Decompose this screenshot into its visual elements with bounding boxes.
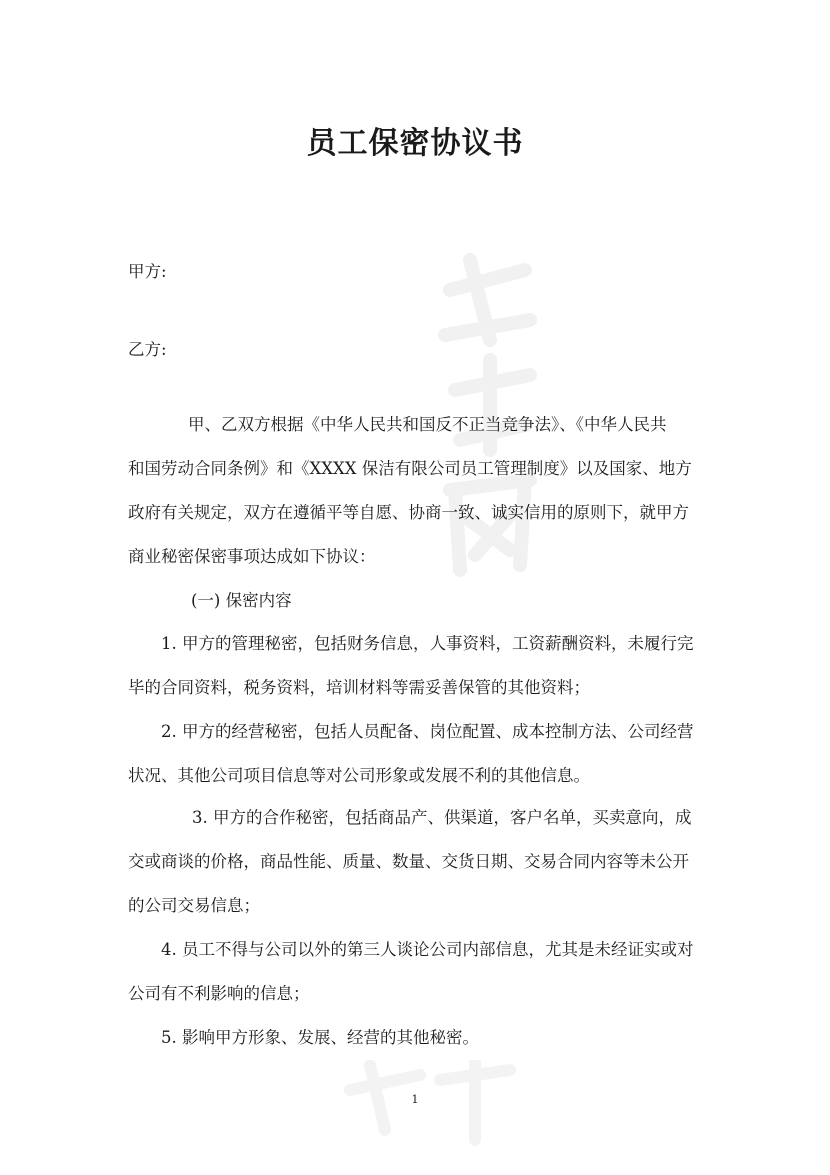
party-a-label: 甲方: (128, 262, 167, 281)
section-heading: (一) 保密内容 (191, 591, 292, 610)
item-1-line-2: 毕的合同资料，税务资料，培训材料等需妥善保管的其他资料； (128, 678, 590, 697)
preamble-line-1: 甲、乙双方根据《中华人民共和国反不正当竞争法》、《中华人民共 (188, 415, 667, 434)
item-5-line-1: 5. 影响甲方形象、发展、经营的其他秘密。 (161, 1028, 479, 1047)
item-3-line-3: 的公司交易信息； (128, 896, 260, 915)
item-1-line-1: 1. 甲方的管理秘密，包括财务信息，人事资料，工资薪酬资料，未履行完 (161, 634, 694, 653)
item-4-line-2: 公司有不利影响的信息； (128, 984, 310, 1003)
item-3-line-1: 3. 甲方的合作秘密，包括商品产、供渠道，客户名单，买卖意向，成 (192, 808, 692, 827)
item-4-line-1: 4. 员工不得与公司以外的第三人谈论公司内部信息，尤其是未经证实或对 (161, 940, 694, 959)
document-title: 员工保密协议书 (306, 126, 524, 161)
page-number: 1 (411, 1093, 419, 1106)
watermark-bottom-icon (330, 1060, 530, 1175)
preamble-line-4: 商业秘密保密事项达成如下协议： (128, 547, 376, 566)
item-3-line-2: 交或商谈的价格，商品性能、质量、数量、交货日期、交易合同内容等未公开 (128, 852, 689, 871)
preamble-line-3: 政府有关规定，双方在遵循平等自愿、协商一致、诚实信用的原则下，就甲方 (128, 503, 689, 522)
item-2-line-2: 状况、其他公司项目信息等对公司形象或发展不利的其他信息。 (128, 766, 590, 785)
preamble-line-2: 和国劳动合同条例》和《XXXX 保洁有限公司员工管理制度》以及国家、地方 (128, 459, 692, 478)
item-2-line-1: 2. 甲方的经营秘密，包括人员配备、岗位配置、成本控制方法、公司经营 (161, 722, 694, 741)
party-b-label: 乙方: (128, 340, 167, 359)
